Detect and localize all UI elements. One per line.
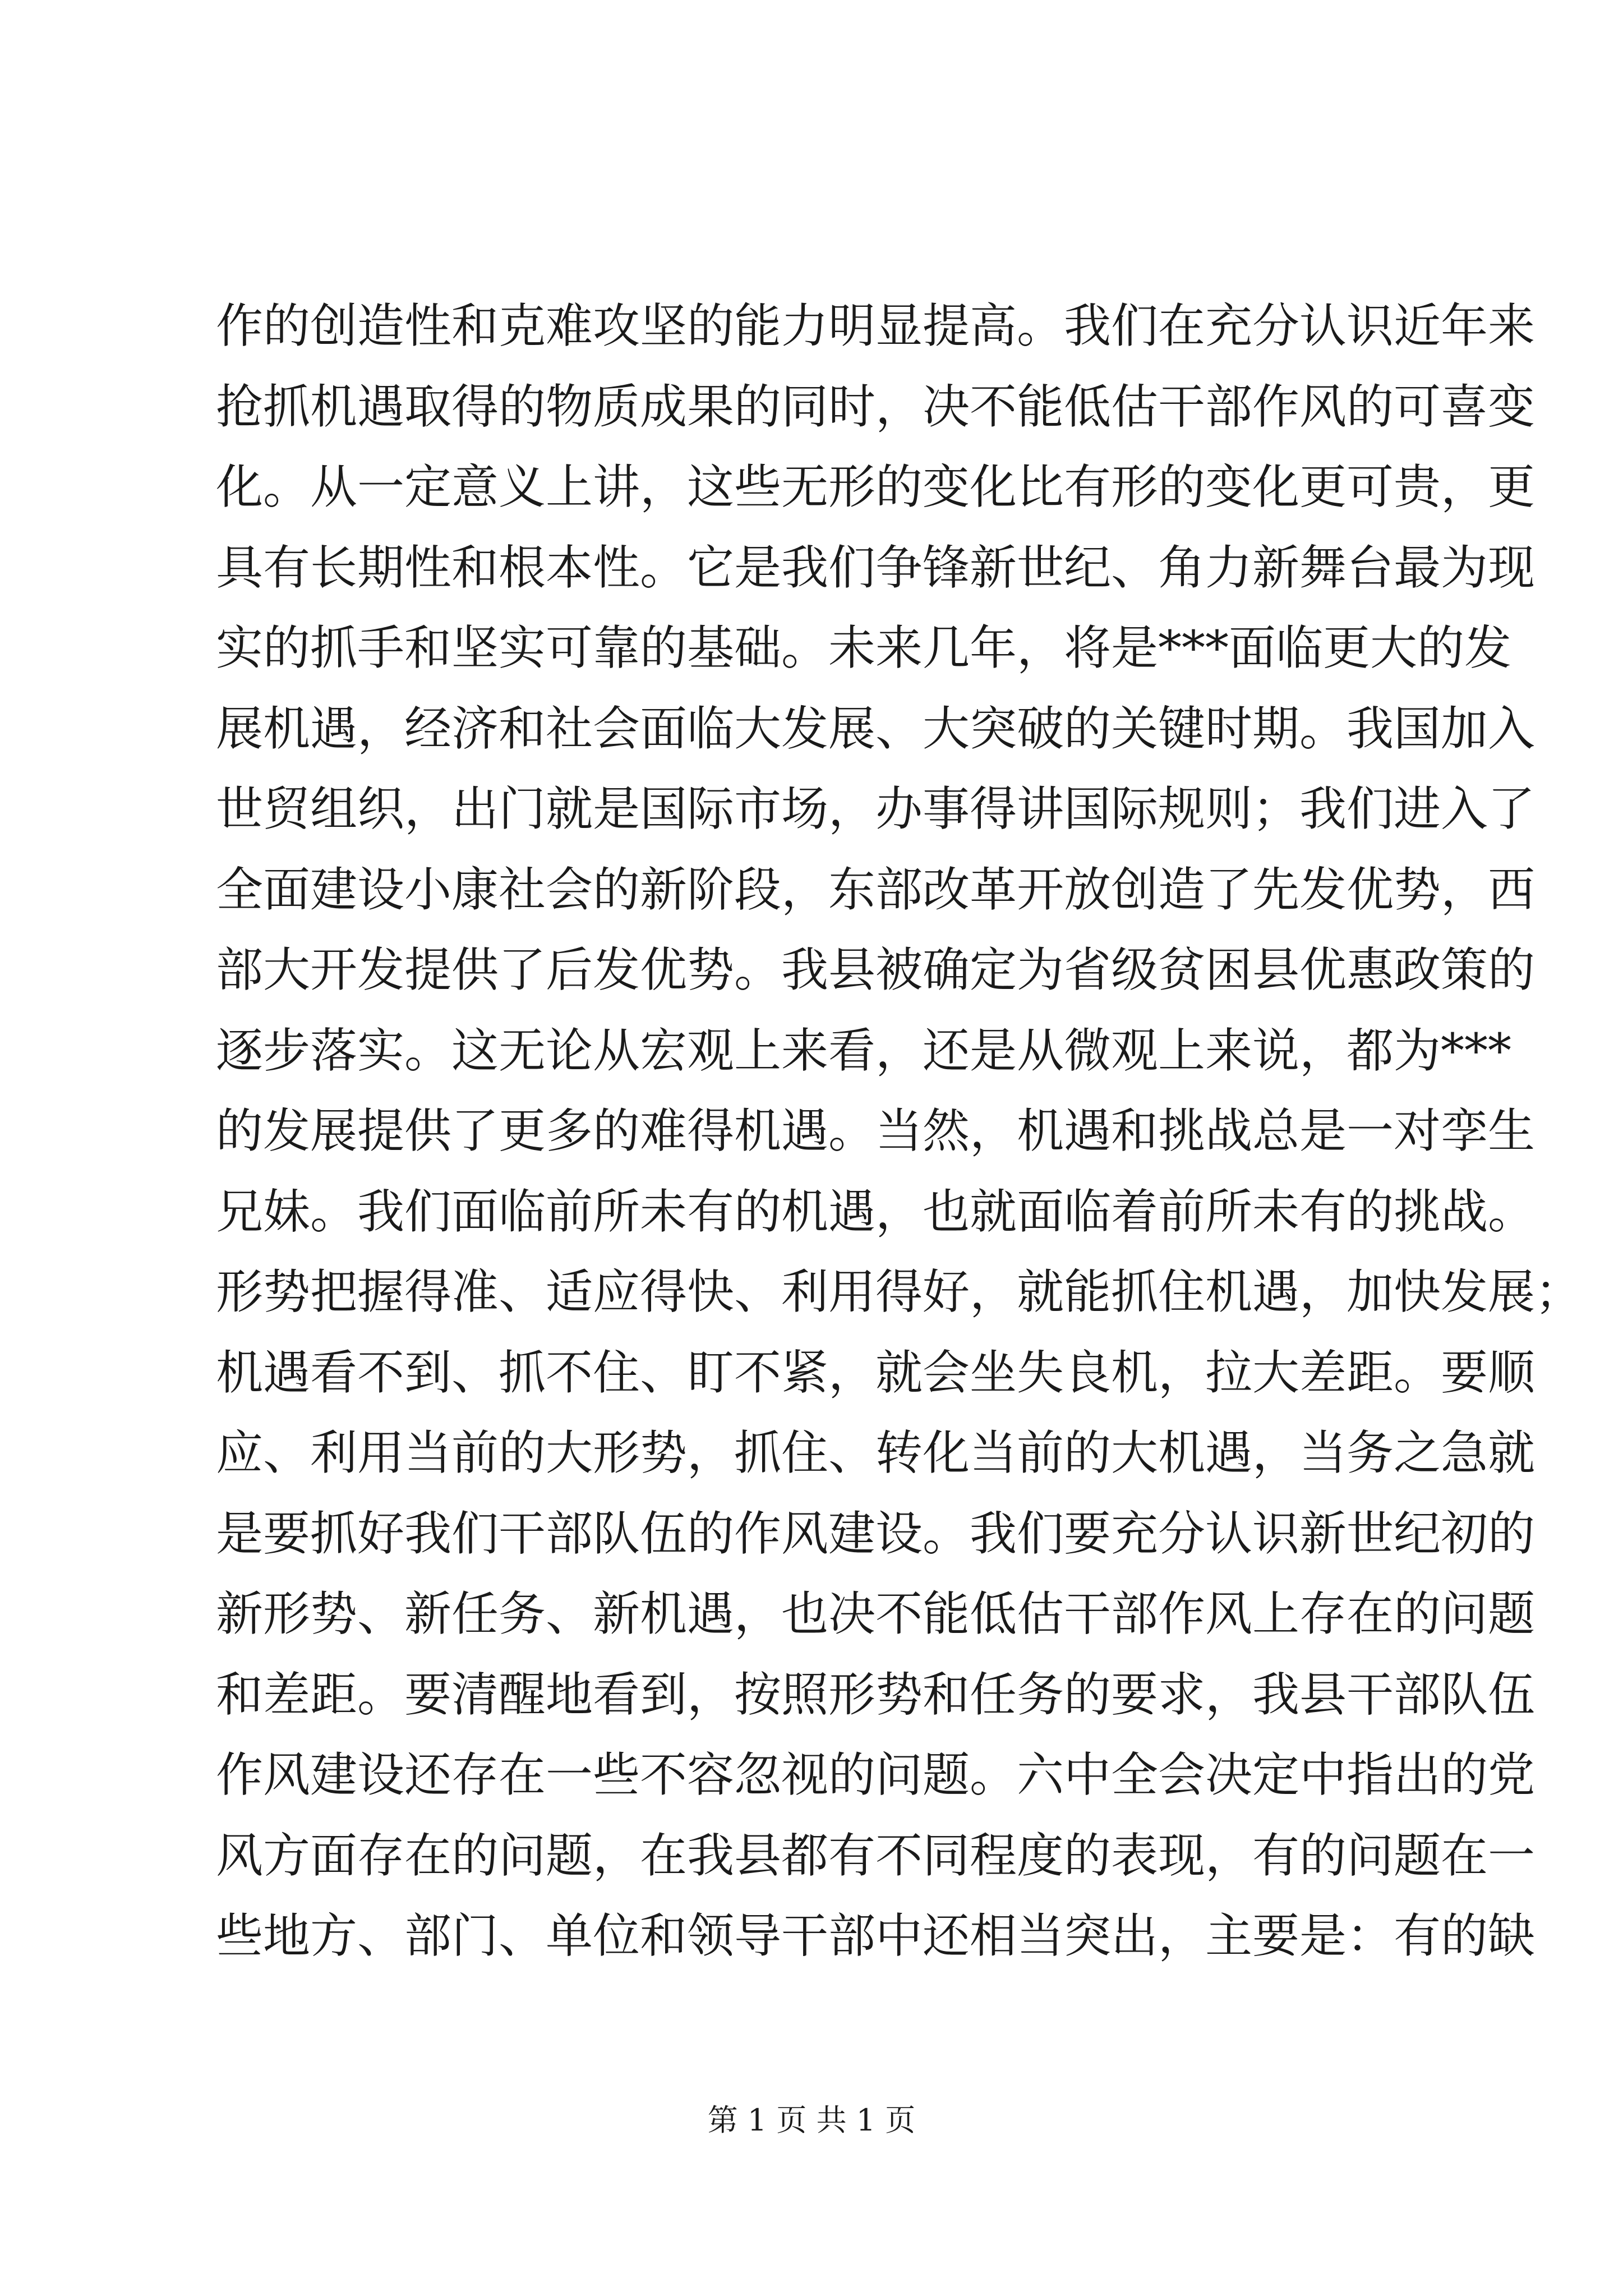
text-line: 实的抓手和坚实可靠的基础。未来几年，将是***面临更大的发: [216, 620, 1512, 675]
text-line: 具有长期性和根本性。它是我们争锋新世纪、角力新舞台最为现: [216, 540, 1536, 595]
text-line: 作的创造性和克难攻坚的能力明显提高。我们在充分认识近年来: [216, 298, 1536, 353]
text-line: 形势把握得准、适应得快、利用得好，就能抓住机遇，加快发展；: [216, 1264, 1583, 1319]
text-line: 全面建设小康社会的新阶段，东部改革开放创造了先发优势，西: [216, 862, 1536, 917]
text-line: 新形势、新任务、新机遇，也决不能低估干部作风上存在的问题: [216, 1586, 1536, 1641]
text-line: 部大开发提供了后发优势。我县被确定为省级贫困县优惠政策的: [216, 942, 1536, 997]
text-line: 些地方、部门、单位和领导干部中还相当突出，主要是：有的缺: [216, 1908, 1536, 1963]
text-line: 逐步落实。这无论从宏观上来看，还是从微观上来说，都为***: [216, 1023, 1512, 1078]
text-line: 应、利用当前的大形势，抓住、转化当前的大机遇，当务之急就: [216, 1425, 1536, 1480]
text-line: 机遇看不到、抓不住、盯不紧，就会坐失良机，拉大差距。要顺: [216, 1345, 1536, 1400]
body-paragraph: [216, 286, 1583, 1977]
page-footer: [0, 2101, 1623, 2140]
text-line: 抢抓机遇取得的物质成果的同时，决不能低估干部作风的可喜变: [216, 379, 1536, 434]
text-line: 兄妹。我们面临前所未有的机遇，也就面临着前所未有的挑战。: [216, 1184, 1536, 1239]
text-line: 是要抓好我们干部队伍的作风建设。我们要充分认识新世纪初的: [216, 1506, 1536, 1561]
text-line: 和差距。要清醒地看到，按照形势和任务的要求，我县干部队伍: [216, 1667, 1536, 1722]
text-line: 展机遇，经济和社会面临大发展、大突破的关键时期。我国加入: [216, 701, 1536, 756]
text-line: 化。从一定意义上讲，这些无形的变化比有形的变化更可贵，更: [216, 459, 1536, 514]
text-line: 的发展提供了更多的难得机遇。当然，机遇和挑战总是一对孪生: [216, 1103, 1536, 1158]
text-line: 风方面存在的问题，在我县都有不同程度的表现，有的问题在一: [216, 1828, 1536, 1883]
text-line: 世贸组织，出门就是国际市场，办事得讲国际规则；我们进入了: [216, 781, 1536, 836]
text-line: 作风建设还存在一些不容忽视的问题。六中全会决定中指出的党: [216, 1747, 1536, 1802]
page-number-label: 第 1 页 共 1 页: [707, 2102, 916, 2138]
